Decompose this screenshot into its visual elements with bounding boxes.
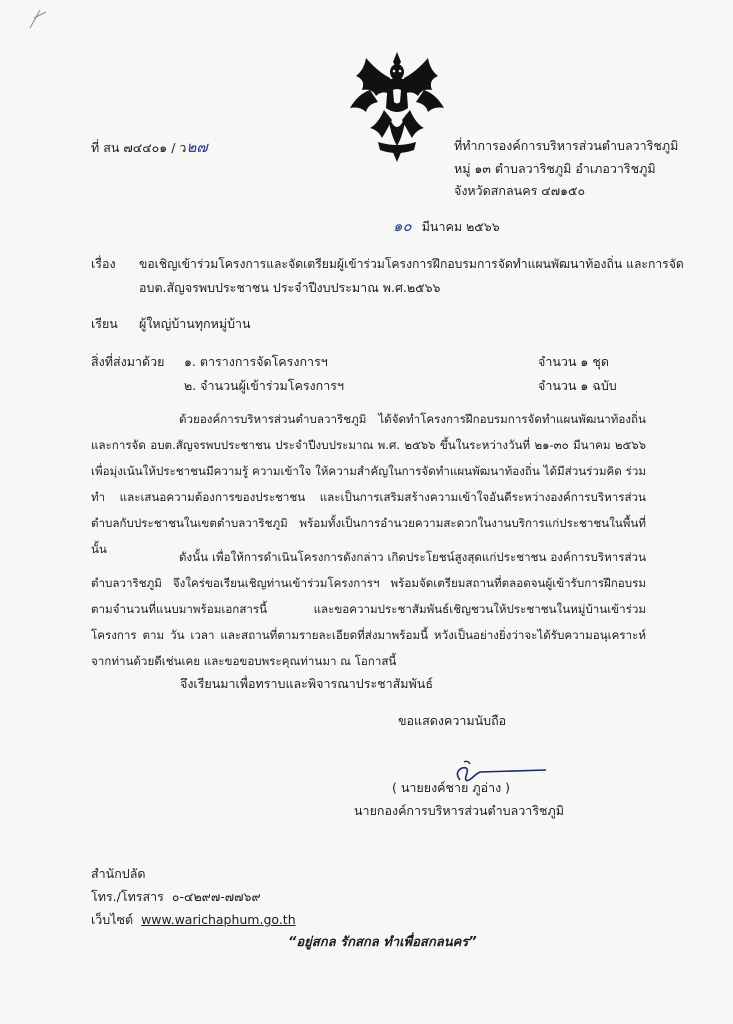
attachment-qty-1: จำนวน ๑ ชุด bbox=[538, 354, 609, 369]
reference-prefix: ที่ สน ๗๔๔๐๑ / ว bbox=[91, 140, 187, 155]
recipient-label: เรียน bbox=[91, 316, 118, 331]
body-paragraph-2-text: ดังนั้น เพื่อให้การดำเนินโครงการดังกล่าว เกิดประโยชน์สูงสุดแก่ประชาชน องค์การบริหารส่วนตำบลวาริชภูมิ จึงใคร่ขอเรียนเชิญท่านเข้าร่วมโครงการฯ พร้อมจัดเตรียมสถานที่ตลอดจนผู้เข้ารับการฝึกอบรมตามจำนวนที่แนบมาพร้อมเอกสารนี้ และขอความประชาสัมพันธ์เชิญชวนให้ประชาชนในหมู่บ้านเข้าร่วมโครงการ ตาม วัน เวลา และสถานที่ตามรายละเอียดที่ส่งมาพร้อมนี้ หวังเป็นอย่างยิ่งว่าจะได้รับความอนุเคราะห์จากท่านด้วยดีเช่นเคย และขอขอบพระคุณท่านมา ณ โอกาสนี้ bbox=[91, 550, 646, 668]
attachment-item-2: ๒. จำนวนผู้เข้าร่วมโครงการฯ bbox=[184, 378, 344, 393]
fold-mark-icon bbox=[28, 8, 48, 30]
website-label: เว็บไซต์ bbox=[91, 912, 134, 927]
garuda-emblem-icon bbox=[348, 50, 446, 162]
attachments-label: สิ่งที่ส่งมาด้วย bbox=[91, 354, 165, 369]
phone-value: ๐-๔๒๙๗-๗๗๖๙ bbox=[171, 889, 261, 904]
phone-line bbox=[91, 889, 261, 905]
letter-date bbox=[393, 218, 500, 235]
date-month-year: มีนาคม ๒๕๖๖ bbox=[421, 219, 500, 234]
signatory-position: นายกองค์การบริหารส่วนตำบลวาริชภูมิ bbox=[354, 803, 564, 818]
recipient-value: ผู้ใหญ่บ้านทุกหมู่บ้าน bbox=[139, 316, 251, 331]
subject-line1: ขอเชิญเข้าร่วมโครงการและจัดเตรียมผู้เข้าร่วมโครงการฝึกอบรมการจัดทำแผนพัฒนาท้องถิ่น และการจัด bbox=[139, 257, 684, 271]
body-paragraph-2 bbox=[91, 544, 646, 674]
office-address-line3: จังหวัดสกลนคร ๔๗๑๕๐ bbox=[454, 183, 586, 198]
phone-label: โทร./โทรสาร bbox=[91, 889, 164, 904]
regards-text: ขอแสดงความนับถือ bbox=[398, 713, 507, 728]
website-link[interactable]: www.warichaphum.go.th bbox=[141, 912, 296, 927]
subject-label: เรื่อง bbox=[91, 256, 116, 271]
subject-line2: อบต.สัญจรพบประชาชน ประจำปีงบประมาณ พ.ศ.๒๕๖๖ bbox=[139, 280, 441, 295]
body-paragraph-1-text: ด้วยองค์การบริหารส่วนตำบลวาริชภูมิ ได้จัดทำโครงการฝึกอบรมการจัดทำแผนพัฒนาท้องถิ่น และการจัด อบต.สัญจรพบประชาชน ประจำปีงบประมาณ พ.ศ. ๒๕๖๖ ขึ้นในระหว่างวันที่ ๒๑-๓๐ มีนาคม ๒๕๖๖ เพื่อมุ่งเน้นให้ประชาชนมีความรู้ ความเข้าใจ ให้ความสำคัญในการจัดทำแผนพัฒนาท้องถิ่น ได้มีส่วนร่วมคิด ร่วมทำ และเสนอความต้องการของประชาชน และเป็นการเสริมสร้างความเข้าใจอันดีระหว่างองค์การบริหารส่วนตำบลกับประชาชนในเขตตำบลวาริชภูมิ พร้อมทั้งเป็นการอำนวยความสะดวกในงานบริการแก่ประชาชนในพื้นที่ นั้น bbox=[91, 412, 646, 556]
office-address-line2: หมู่ ๑๓ ตำบลวาริชภูมิ อำเภอวาริชภูมิ bbox=[454, 161, 656, 176]
department-name: สำนักปลัด bbox=[91, 866, 146, 881]
attachment-item-1: ๑. ตารางการจัดโครงการฯ bbox=[184, 354, 328, 369]
closing-line: จึงเรียนมาเพื่อทราบและพิจารณาประชาสัมพันธ์ bbox=[180, 676, 433, 691]
body-paragraph-1 bbox=[91, 406, 646, 562]
office-address-line1: ที่ทำการองค์การบริหารส่วนตำบลวาริชภูมิ bbox=[454, 138, 679, 153]
slogan: “อยู่สกล รักสกล ทำเพื่อสกลนคร” bbox=[288, 935, 477, 950]
signatory-name: ( นายยงค์ชาย ภูอ่าง ) bbox=[392, 780, 511, 795]
attachment-qty-2: จำนวน ๑ ฉบับ bbox=[538, 378, 617, 393]
reference-handwritten: ๒๗ bbox=[186, 138, 208, 156]
date-day-handwritten: ๑๐ bbox=[393, 217, 412, 235]
reference-number bbox=[91, 139, 208, 156]
website-line bbox=[91, 912, 296, 928]
